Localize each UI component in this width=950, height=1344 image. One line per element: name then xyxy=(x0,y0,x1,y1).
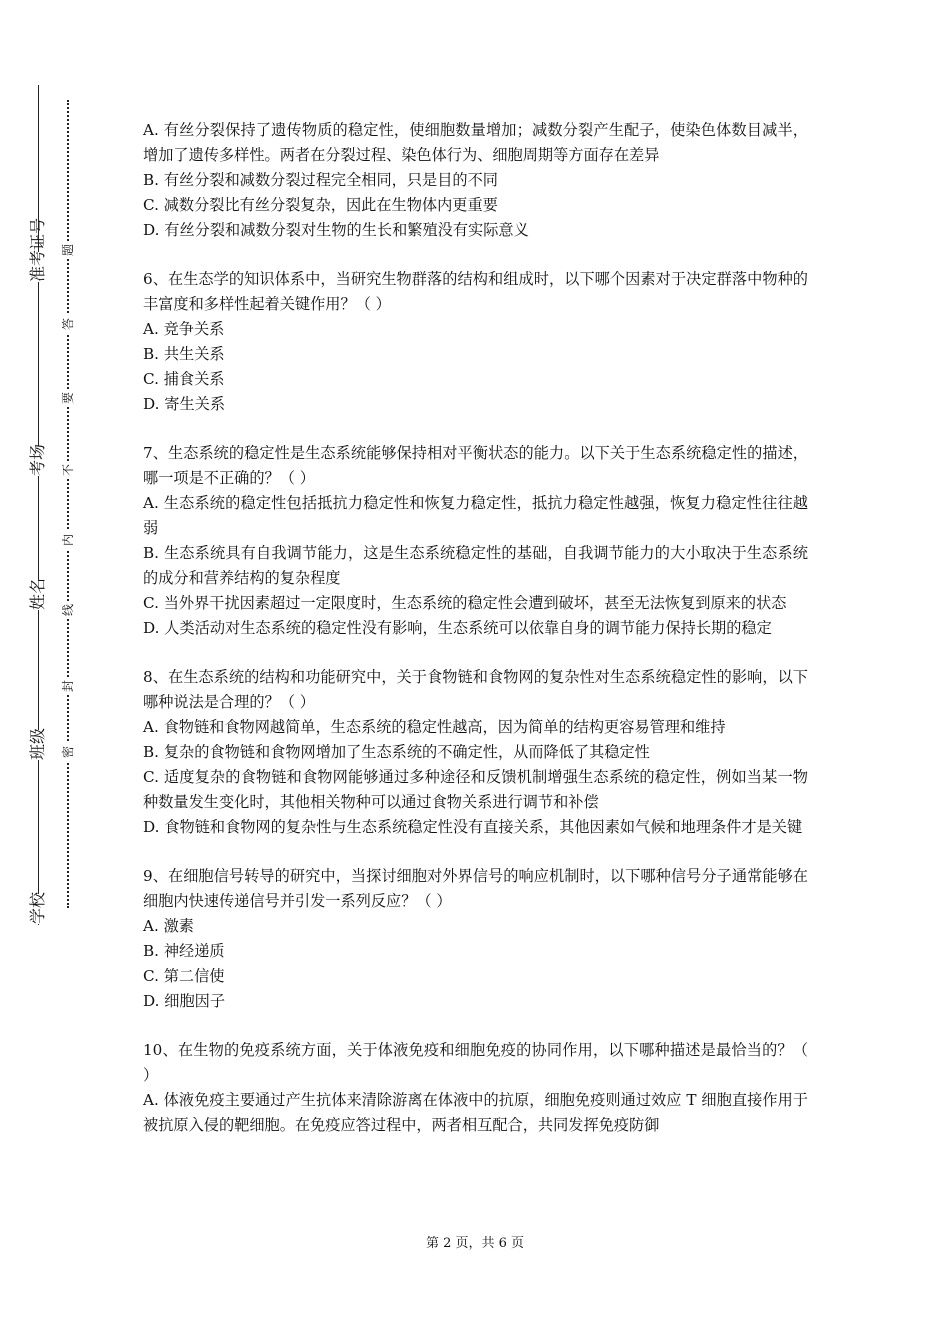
question-stem: 10、在生物的免疫系统方面，关于体液免疫和细胞免疫的协同作用，以下哪种描述是最恰当的？（ ） xyxy=(143,1041,808,1084)
seal-char: 内 xyxy=(60,531,76,549)
option-a: A. 激素 xyxy=(143,917,194,935)
question-6 xyxy=(143,267,808,417)
field-school-label: 学校 xyxy=(23,894,53,924)
option-c: C. 适度复杂的食物链和食物网能够通过多种途径和反馈机制增强生态系统的稳定性，例如当某一物种数量发生变化时，其他相关物种可以通过食物关系进行调节和补偿 xyxy=(143,768,808,811)
binding-margin xyxy=(0,0,110,1344)
option-b: B. 复杂的食物链和食物网增加了生态系统的不确定性，从而降低了其稳定性 xyxy=(143,743,650,761)
field-exam-room-label: 考场 xyxy=(23,446,53,476)
seal-char: 封 xyxy=(60,677,76,695)
option-a: A. 竞争关系 xyxy=(143,320,225,338)
option-b: B. 有丝分裂和减数分裂过程完全相同，只是目的不同 xyxy=(143,171,498,189)
question-stem: 8、在生态系统的结构和功能研究中，关于食物链和食物网的复杂性对生态系统稳定性的影响，以下哪种说法是合理的？（ ） xyxy=(143,668,808,711)
page-footer: 第 2 页，共 6 页 xyxy=(425,1236,525,1251)
option-c: C. 当外界干扰因素超过一定限度时，生态系统的稳定性会遭到破坏，甚至无法恢复到原来的状态 xyxy=(143,594,787,612)
option-b: B. 共生关系 xyxy=(143,345,225,363)
option-d: D. 食物链和食物网的复杂性与生态系统稳定性没有直接关系，其他因素如气候和地理条件才是关键 xyxy=(143,818,803,836)
page-content xyxy=(143,118,808,1162)
option-a: A. 食物链和食物网越简单，生态系统的稳定性越高，因为简单的结构更容易管理和维持 xyxy=(143,718,726,736)
question-5-continued xyxy=(143,118,808,243)
option-c: C. 减数分裂比有丝分裂复杂，因此在生物体内更重要 xyxy=(143,196,498,214)
question-10 xyxy=(143,1038,808,1138)
option-a: A. 体液免疫主要通过产生抗体来清除游离在体液中的抗原，细胞免疫则通过效应 T 细胞直接作用于被抗原入侵的靶细胞。在免疫应答过程中，两者相互配合，共同发挥免疫防御 xyxy=(143,1091,808,1134)
seal-char: 密 xyxy=(60,743,76,761)
question-7 xyxy=(143,441,808,641)
option-b: B. 神经递质 xyxy=(143,942,225,960)
option-b: B. 生态系统具有自我调节能力，这是生态系统稳定性的基础，自我调节能力的大小取决于生态系统的成分和营养结构的复杂程度 xyxy=(143,544,808,587)
field-class-label: 班级 xyxy=(23,730,53,760)
seal-char: 题 xyxy=(60,241,76,259)
seal-char: 不 xyxy=(60,461,76,479)
seal-dotted-line xyxy=(67,100,69,908)
option-d: D. 人类活动对生态系统的稳定性没有影响，生态系统可以依靠自身的调节能力保持长期的稳定 xyxy=(143,619,772,637)
field-exam-number-label: 准考证号 xyxy=(23,252,53,282)
question-stem: 9、在细胞信号转导的研究中，当探讨细胞对外界信号的响应机制时，以下哪种信号分子通常能够在细胞内快速传递信号并引发一系列反应？（ ） xyxy=(143,867,808,910)
option-d: D. 细胞因子 xyxy=(143,992,226,1010)
field-name-label: 姓名 xyxy=(23,580,53,610)
option-a: A. 有丝分裂保持了遗传物质的稳定性，使细胞数量增加；减数分裂产生配子，使染色体数目减半，增加了遗传多样性。两者在分裂过程、染色体行为、细胞周期等方面存在差异 xyxy=(143,121,808,164)
option-c: C. 捕食关系 xyxy=(143,370,225,388)
option-d: D. 寄生关系 xyxy=(143,395,226,413)
question-8 xyxy=(143,665,808,840)
seal-char: 线 xyxy=(60,601,76,619)
option-a: A. 生态系统的稳定性包括抵抗力稳定性和恢复力稳定性，抵抗力稳定性越强，恢复力稳定性往往越弱 xyxy=(143,494,808,537)
option-d: D. 有丝分裂和减数分裂对生物的生长和繁殖没有实际意义 xyxy=(143,221,529,239)
question-9 xyxy=(143,864,808,1014)
option-c: C. 第二信使 xyxy=(143,967,225,985)
seal-char: 要 xyxy=(60,389,76,407)
question-stem: 7、生态系统的稳定性是生态系统能够保持相对平衡状态的能力。以下关于生态系统稳定性的描述，哪一项是不正确的？（ ） xyxy=(143,444,808,487)
binding-solid-line xyxy=(38,85,39,925)
seal-char: 答 xyxy=(60,315,76,333)
question-stem: 6、在生态学的知识体系中，当研究生物群落的结构和组成时，以下哪个因素对于决定群落中物种的丰富度和多样性起着关键作用？（ ） xyxy=(143,270,808,313)
